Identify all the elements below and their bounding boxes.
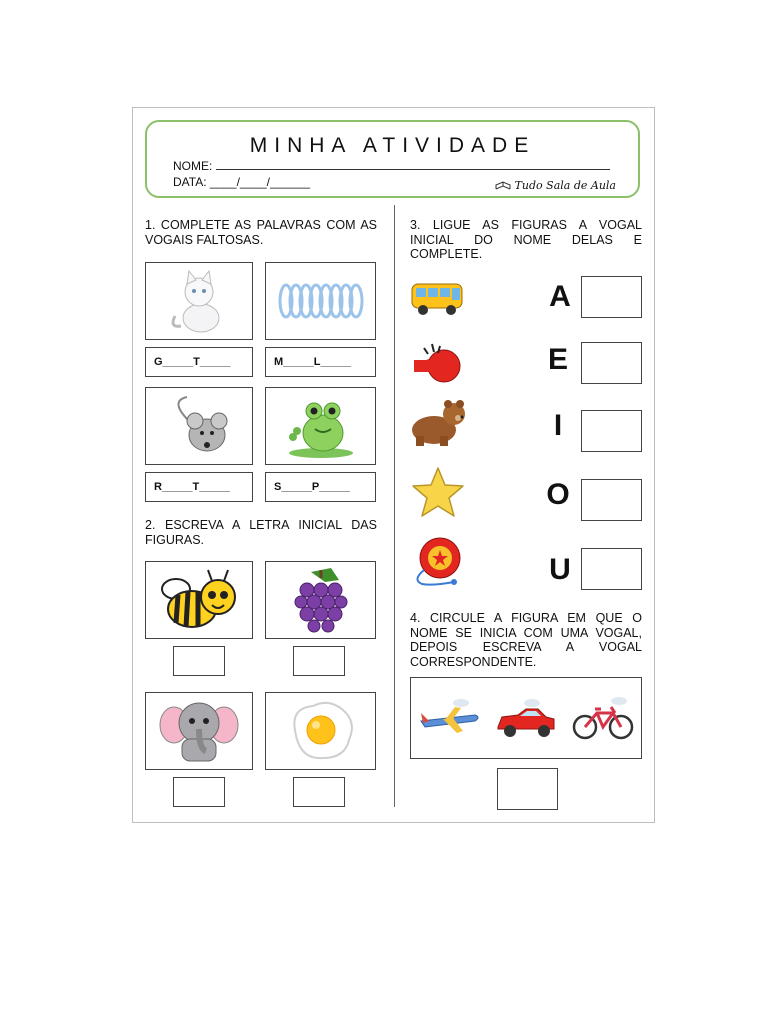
question-1-text: 1. COMPLETE AS PALAVRAS COM AS VOGAIS FALTOSAS. [145,218,377,247]
date-blank[interactable]: ____/____/______ [209,175,311,189]
date-label: DATA: [173,175,207,189]
cat-icon [159,266,239,336]
bear-icon [410,398,468,448]
name-label: NOME: [173,159,213,173]
header-box [145,120,640,198]
bear-picture [410,398,468,453]
transport-picture-strip [410,677,642,759]
whistle-icon [410,340,464,384]
elephant-picture [145,692,253,770]
frog-icon [281,391,361,461]
brand-logo [495,179,616,192]
spring-picture [265,262,376,340]
vowel-i: I [553,409,563,442]
mouse-icon [159,391,239,461]
whistle-picture [410,340,464,389]
spring-icon [276,281,366,321]
answer-box-a[interactable] [581,276,642,318]
answer-box-grapes[interactable] [293,646,345,676]
star-picture [410,466,466,525]
name-blank[interactable] [216,159,610,170]
bee-icon [154,565,244,635]
egg-picture [265,692,376,770]
page-title: MINHA ATIVIDADE [249,134,536,157]
frog-picture [265,387,376,465]
answer-box-o[interactable] [581,479,642,521]
bee-picture [145,561,253,639]
grapes-picture [265,561,376,639]
word-blank-frog[interactable]: S_____P_____ [265,472,376,502]
name-line [173,159,610,173]
vowel-a: A [549,280,571,313]
book-icon [495,181,511,191]
car-icon [494,693,558,743]
vowel-o: O [546,478,570,511]
grapes-icon [281,562,361,638]
bicycle-icon [571,693,635,743]
star-icon [410,466,466,520]
answer-box-bee[interactable] [173,646,225,676]
answer-box-transport[interactable] [497,768,558,810]
vowel-u: U [549,553,571,586]
answer-box-e[interactable] [581,342,642,384]
vowel-e: E [547,343,568,376]
question-2-text: 2. ESCREVA A LETRA INICIAL DAS FIGURAS. [145,518,377,547]
answer-box-egg[interactable] [293,777,345,807]
cat-picture [145,262,253,340]
column-divider [394,205,395,807]
egg-icon [281,696,361,766]
brand-text: Tudo Sala de Aula [514,179,616,192]
airplane-icon [417,693,481,743]
word-blank-cat[interactable]: G_____T_____ [145,347,253,377]
yoyo-icon [410,536,466,590]
question-4-text: 4. CIRCULE A FIGURA EM QUE O NOME SE INICIA COM UMA VOGAL, DEPOIS ESCREVA A VOGAL CORRESPONDENTE. [410,611,642,669]
date-line [173,175,310,189]
word-blank-mouse[interactable]: R_____T_____ [145,472,253,502]
answer-box-u[interactable] [581,548,642,590]
mouse-picture [145,387,253,465]
elephant-icon [156,695,242,767]
yoyo-picture [410,536,466,595]
bus-icon [410,278,464,318]
answer-box-elephant[interactable] [173,777,225,807]
question-3-text: 3. LIGUE AS FIGURAS A VOGAL INICIAL DO NOME DELAS E COMPLETE. [410,218,642,261]
word-blank-spring[interactable]: M_____L_____ [265,347,376,377]
bus-picture [410,278,464,323]
answer-box-i[interactable] [581,410,642,452]
